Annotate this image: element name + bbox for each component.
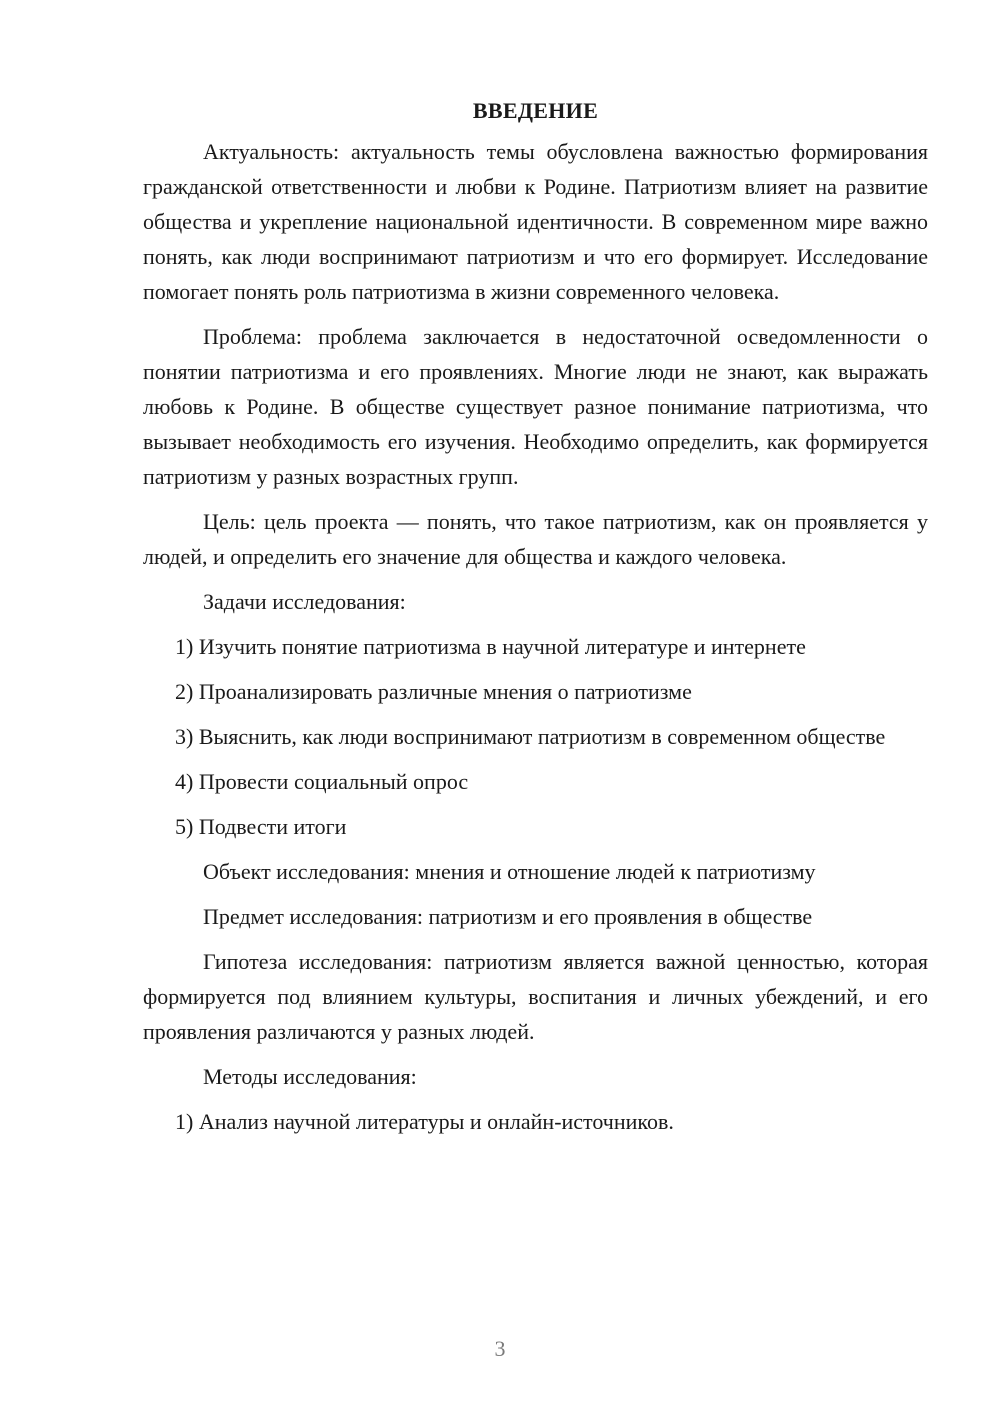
paragraph-relevance: Актуальность: актуальность темы обусловлена важностью формирования гражданской ответственности и любви к Родине. Патриотизм влияет на развитие общества и укрепление национальной идентичности. В современном мире важно понять, как люди воспринимают патриотизм и что его формирует. Исследование помогает понять роль патриотизма в жизни современного человека. [143, 139, 928, 304]
tasks-title: Задачи исследования: [203, 589, 406, 614]
section-heading: ВВЕДЕНИЕ [472, 98, 599, 123]
paragraph-problem: Проблема: проблема заключается в недостаточной осведомленности о понятии патриотизма и его проявлениях. Многие люди не знают, как выражать любовь к Родине. В обществе существует разное понимание патриотизма, что вызывает необходимость его изучения. Необходимо определить, как формируется патриотизм у разных возрастных групп. [143, 324, 928, 489]
list-item: 1) Анализ научной литературы и онлайн-источников. [175, 1109, 674, 1134]
list-item: 5) Подвести итоги [175, 814, 347, 839]
paragraph-object: Объект исследования: мнения и отношение людей к патриотизму [203, 859, 816, 884]
list-item: 4) Провести социальный опрос [175, 769, 469, 794]
paragraph-hypothesis: Гипотеза исследования: патриотизм является важной ценностью, которая формируется под влиянием культуры, воспитания и личных убеждений, и его проявления различаются у разных людей. [143, 949, 928, 1044]
list-item: 3) Выяснить, как люди воспринимают патриотизм в современном обществе [175, 724, 886, 749]
methods-title: Методы исследования: [203, 1064, 417, 1089]
list-item: 2) Проанализировать различные мнения о патриотизме [175, 679, 692, 704]
paragraph-goal: Цель: цель проекта — понять, что такое патриотизм, как он проявляется у людей, и определить его значение для общества и каждого человека. [143, 509, 928, 569]
list-item: 1) Изучить понятие патриотизма в научной литературе и интернете [175, 634, 806, 659]
page-number: 3 [494, 1336, 506, 1361]
document-body [143, 94, 928, 1139]
paragraph-subject: Предмет исследования: патриотизм и его проявления в обществе [203, 904, 813, 929]
